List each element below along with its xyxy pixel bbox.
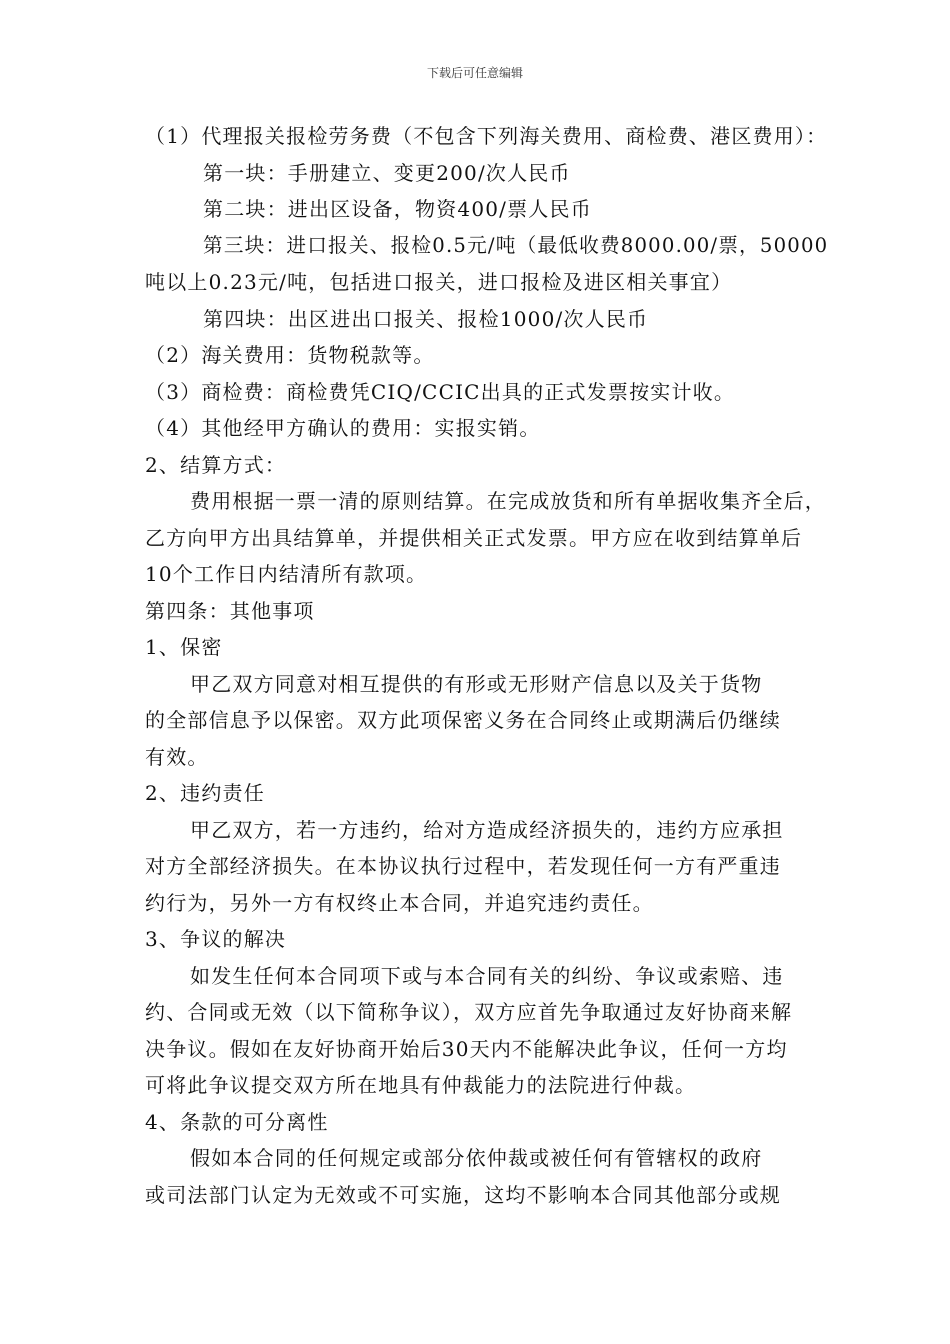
text-line-7: （2）海关费用：货物税款等。 (145, 343, 435, 367)
text-line-26: 决争议。假如在友好协商开始后30天内不能解决此争议，任何一方均 (145, 1037, 788, 1061)
text-line-20: 甲乙双方，若一方违约，给对方造成经济损失的，违约方应承担 (190, 818, 784, 842)
text-line-12: 乙方向甲方出具结算单，并提供相关正式发票。甲方应在收到结算单后 (145, 526, 803, 550)
text-line-9: （4）其他经甲方确认的费用：实报实销。 (145, 416, 541, 440)
text-line-29: 假如本合同的任何规定或部分依仲裁或被任何有管辖权的政府 (190, 1146, 763, 1170)
text-line-17: 的全部信息予以保密。双方此项保密义务在合同终止或期满后仍继续 (145, 708, 781, 732)
text-line-6: 第四块：出区进出口报关、报检1000/次人民币 (203, 307, 649, 331)
text-line-21: 对方全部经济损失。在本协议执行过程中，若发现任何一方有严重违 (145, 854, 781, 878)
text-line-25: 约、合同或无效（以下简称争议），双方应首先争取通过友好协商来解 (145, 1000, 793, 1024)
text-line-2: 第一块：手册建立、变更200/次人民币 (203, 161, 571, 185)
text-line-16: 甲乙双方同意对相互提供的有形或无形财产信息以及关于货物 (190, 672, 763, 696)
text-line-5: 吨以上0.23元/吨，包括进口报关，进口报检及进区相关事宜） (145, 270, 733, 294)
text-line-11: 费用根据一票一清的原则结算。在完成放货和所有单据收集齐全后， (190, 489, 826, 513)
text-line-22: 约行为，另外一方有权终止本合同，并追究违约责任。 (145, 891, 654, 915)
text-line-8: （3）商检费：商检费凭CIQ/CCIC出具的正式发票按实计收。 (145, 380, 736, 404)
text-line-10: 2、结算方式： (145, 453, 287, 477)
page-header-note: 下载后可任意编辑 (426, 66, 523, 80)
text-line-15: 1、保密 (145, 635, 223, 659)
text-line-28: 4、条款的可分离性 (145, 1110, 329, 1134)
text-line-23: 3、争议的解决 (145, 927, 287, 951)
text-line-13: 10个工作日内结清所有款项。 (145, 562, 428, 586)
text-line-14: 第四条：其他事项 (145, 599, 315, 623)
text-line-24: 如发生任何本合同项下或与本合同有关的纠纷、争议或索赔、违 (190, 964, 784, 988)
text-line-1: （1）代理报关报检劳务费（不包含下列海关费用、商检费、港区费用）： (145, 124, 828, 148)
text-line-4: 第三块：进口报关、报检0.5元/吨（最低收费8000.00/票，50000 (203, 234, 829, 257)
text-line-18: 有效。 (145, 745, 209, 769)
text-line-30: 或司法部门认定为无效或不可实施，这均不影响本合同其他部分或规 (145, 1183, 781, 1207)
text-line-3: 第二块：进出区设备，物资400/票人民币 (203, 197, 592, 221)
text-line-19: 2、违约责任 (145, 781, 265, 805)
text-line-27: 可将此争议提交双方所在地具有仲裁能力的法院进行仲裁。 (145, 1073, 697, 1097)
